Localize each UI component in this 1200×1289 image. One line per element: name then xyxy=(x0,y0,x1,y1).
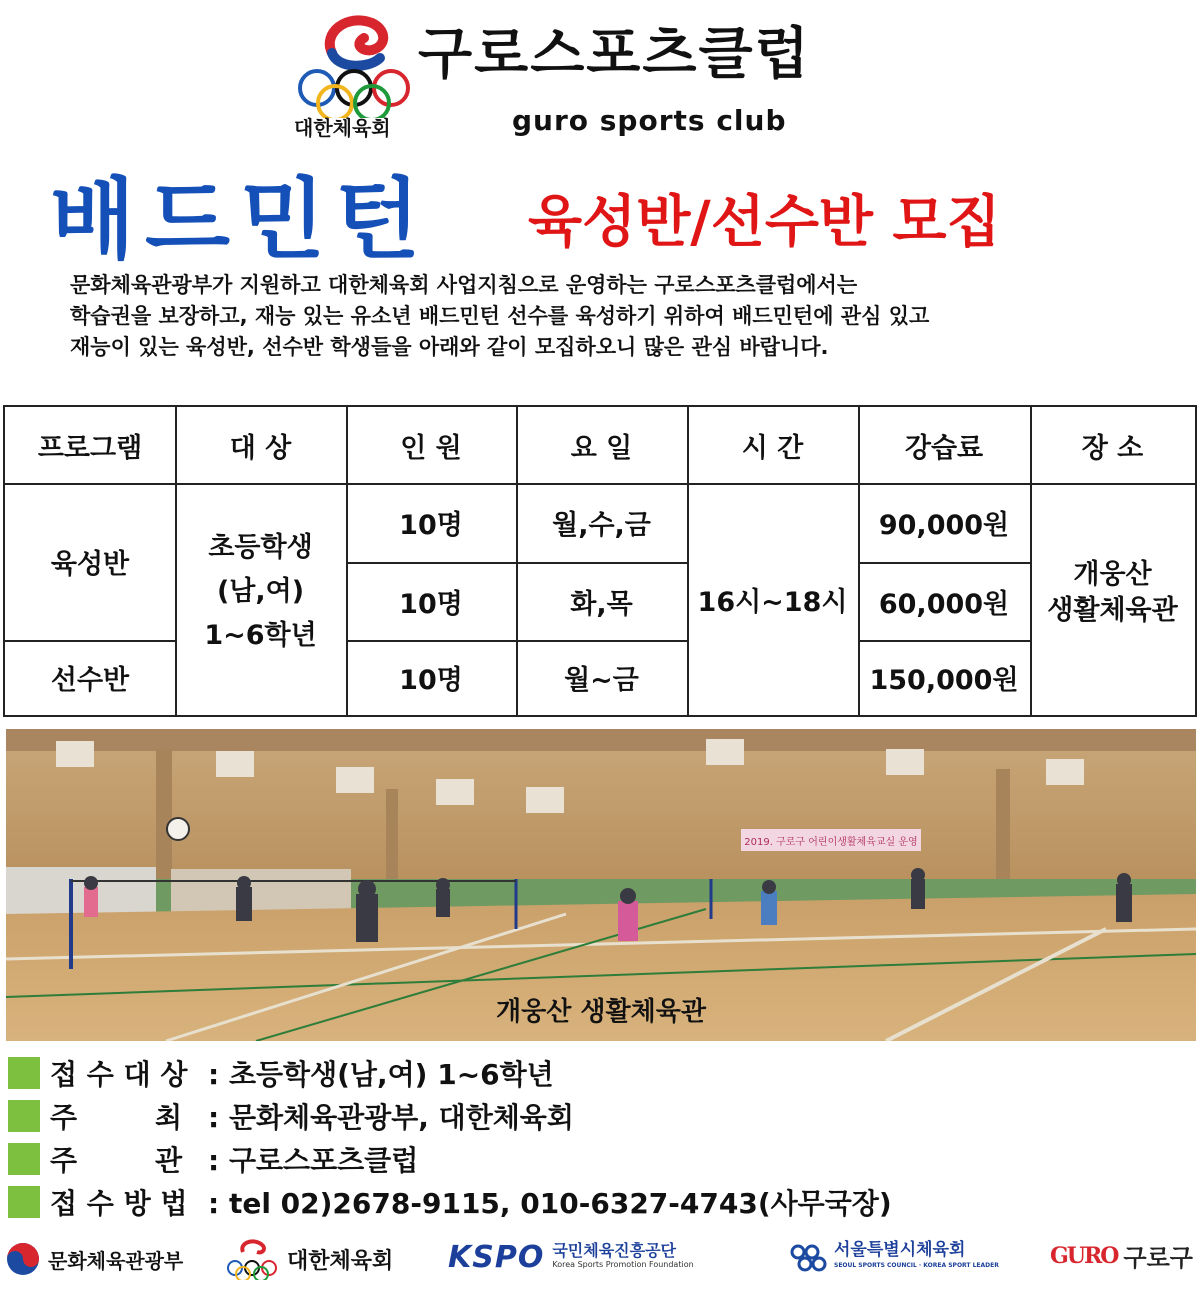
info-value: : 구로스포츠클럽 xyxy=(208,1144,419,1177)
gym-photo xyxy=(6,729,1196,1041)
ministry-logo xyxy=(4,1240,183,1278)
photo-caption: 개웅산 생활체육관 xyxy=(496,997,706,1027)
info-label: 주 관 xyxy=(50,1144,183,1177)
info-label: 접 수 대 상 xyxy=(50,1058,188,1091)
program-table xyxy=(3,405,1197,717)
target-line: 1~6학년 xyxy=(204,620,317,651)
guro-logo xyxy=(1050,1238,1193,1273)
seoul-sports-icon xyxy=(786,1240,830,1276)
seoul-sports-english: SEOUL SPORTS COUNCIL · KOREA SPORT LEADER xyxy=(834,1262,999,1269)
green-square-icon xyxy=(8,1100,40,1132)
kspo-name: 국민체육진흥공단 xyxy=(552,1240,676,1260)
info-row xyxy=(8,1139,418,1179)
green-square-icon xyxy=(8,1057,40,1089)
header-days: 요 일 xyxy=(570,432,633,464)
kspo-logo xyxy=(448,1240,694,1275)
count-cell: 10명 xyxy=(399,510,463,541)
olympic-rings-icon xyxy=(225,1238,283,1280)
sponsor-footer xyxy=(0,1236,1200,1284)
fee-cell: 150,000원 xyxy=(869,665,1019,696)
korea-sports-logo xyxy=(225,1238,393,1280)
place-cell xyxy=(1030,483,1195,715)
header-fee: 강습료 xyxy=(904,432,984,464)
count-cell: 10명 xyxy=(399,665,463,696)
sport-title: 배드민턴 xyxy=(50,168,431,271)
green-square-icon xyxy=(8,1143,40,1175)
place-line: 생활체육관 xyxy=(1047,595,1178,626)
seoul-sports-name: 서울특별시체육회 xyxy=(834,1240,966,1260)
intro-line: 문화체육관광부가 지원하고 대한체육회 사업지침으로 운영하는 구로스포츠클럽에서는 xyxy=(70,273,858,297)
info-value: : 문화체육관광부, 대한체육회 xyxy=(208,1101,574,1134)
intro-line: 학습권을 보장하고, 재능 있는 유소년 배드민턴 선수를 육성하기 위하여 배드민턴에 관심 있고 xyxy=(70,304,930,328)
target-line: (남,여) xyxy=(216,576,305,607)
intro-line: 재능이 있는 육성반, 선수반 학생들을 아래와 같이 모집하오니 많은 관심 바랍니다. xyxy=(70,335,829,359)
guro-wordmark: GURO xyxy=(1050,1242,1118,1269)
fee-cell: 90,000원 xyxy=(878,510,1010,541)
info-value: : tel 02)2678-9115, 010-6327-4743(사무국장) xyxy=(208,1187,892,1220)
info-label: 접 수 방 법 xyxy=(50,1187,188,1220)
photo-banner-text: 2019. 구로구 어린이생활체육교실 운영 xyxy=(744,837,918,848)
target-cell xyxy=(175,483,346,715)
time-cell: 16시~18시 xyxy=(697,586,848,618)
info-label: 주 최 xyxy=(50,1101,183,1134)
days-cell: 월,수,금 xyxy=(552,510,651,541)
fee-cell: 60,000원 xyxy=(878,588,1010,620)
count-cell: 10명 xyxy=(399,588,463,620)
korea-sports-name: 대한체육회 xyxy=(287,1248,394,1274)
days-cell: 화,목 xyxy=(570,588,633,620)
green-square-icon xyxy=(8,1186,40,1218)
intro-text xyxy=(70,270,1150,363)
kspo-wordmark: KSPO xyxy=(448,1240,545,1275)
club-english-name: guro sports club xyxy=(512,104,787,137)
header-place: 장 소 xyxy=(1081,432,1144,464)
info-value: : 초등학생(남,여) 1~6학년 xyxy=(208,1058,554,1091)
seoul-sports-logo xyxy=(786,1240,999,1276)
guro-name: 구로구 xyxy=(1123,1244,1193,1272)
place-line: 개웅산 xyxy=(1073,559,1152,590)
info-row xyxy=(8,1182,892,1222)
header-target: 대 상 xyxy=(229,432,292,464)
kspo-english: Korea Sports Promotion Foundation xyxy=(552,1259,694,1269)
program-athlete: 선수반 xyxy=(50,665,130,696)
ministry-name: 문화체육관광부 xyxy=(48,1248,184,1273)
days-cell: 월~금 xyxy=(564,665,639,696)
target-line: 초등학생 xyxy=(208,532,313,563)
taegeuk-icon xyxy=(4,1240,42,1278)
recruit-title: 육성반/선수반 모집 xyxy=(528,190,1001,255)
club-title: 구로스포츠클럽 xyxy=(418,22,811,87)
header-program: 프로그램 xyxy=(37,432,143,464)
info-row xyxy=(8,1053,554,1093)
program-training: 육성반 xyxy=(50,549,130,580)
header-count: 인 원 xyxy=(400,432,462,464)
org-name: 대한체육회 xyxy=(294,116,391,140)
info-row xyxy=(8,1096,574,1136)
header-time: 시 간 xyxy=(741,432,804,464)
olympic-rings-icon xyxy=(292,8,417,118)
